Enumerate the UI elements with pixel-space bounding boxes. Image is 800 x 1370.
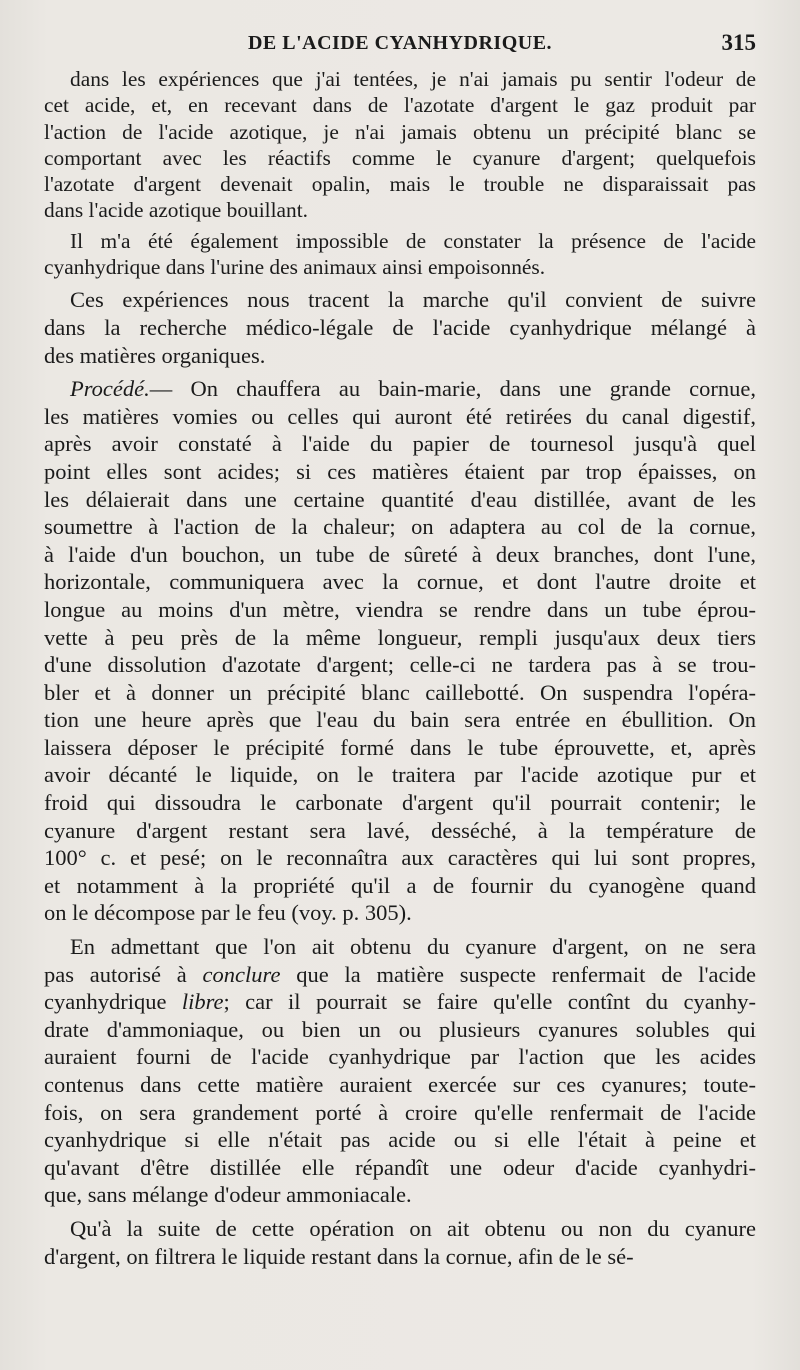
text-line: longue au moins d'un mètre, viendra se rendre dans un tube éprou- (44, 596, 756, 622)
italic-word: libre (181, 989, 224, 1015)
text-line: 100° c. et pesé; on le reconnaîtra aux caractères qui lui sont propres, (44, 845, 756, 871)
paragraph (44, 375, 756, 927)
text-line: bler et à donner un précipité blanc caillebotté. On suspendra l'opéra- (44, 679, 756, 705)
text-line: après avoir constaté à l'aide du papier de tournesol jusqu'à quel (44, 431, 756, 457)
text-line: Ces expériences nous tracent la marche qu'il convient de suivre (70, 287, 756, 313)
text-line: des matières organiques. (44, 342, 266, 368)
text-line: cyanhydrique dans l'urine des animaux ainsi empoisonnés. (44, 255, 546, 280)
text-line: dans les expériences que j'ai tentées, je n'ai jamais pu sentir l'odeur de (70, 67, 756, 91)
text-line: et notamment à la propriété qu'il a de fournir du cyanogène quand (44, 872, 756, 898)
paragraph (44, 933, 756, 1209)
text-line: auraient fourni de l'acide cyanhydrique par l'action que les acides (44, 1044, 756, 1070)
text-line: cet acide, et, en recevant dans de l'azotate d'argent le gaz produit par (44, 93, 756, 118)
text-line: avoir décanté le liquide, on le traitera par l'acide azotique pur et (44, 762, 756, 788)
text-line: comportant avec les réactifs comme le cyanure d'argent; quelquefois (44, 145, 756, 170)
text-line: drate d'ammoniaque, ou bien un ou plusieurs cyanures solubles qui (44, 1016, 756, 1042)
text-line: pas autorisé à conclure que la matière suspecte renfermait de l'acide (44, 961, 756, 987)
text-line: soumettre à l'action de la chaleur; on adaptera au col de la cornue, (44, 514, 756, 540)
text-line: cyanure d'argent restant sera lavé, desséché, à la température de (44, 817, 756, 843)
paragraph (44, 228, 756, 281)
running-head (44, 28, 756, 66)
text-line: dans l'acide azotique bouillant. (44, 198, 309, 223)
text-line: d'argent, on filtrera le liquide restant dans la cornue, afin de le sé- (44, 1243, 634, 1269)
text-line: point elles sont acides; si ces matières étaient par trop épaisses, on (44, 458, 756, 484)
text-line: l'azotate d'argent devenait opalin, mais le trouble ne disparaissait pas (44, 172, 756, 197)
text-line: d'une dissolution d'azotate d'argent; celle-ci ne tardera pas à se trou- (44, 652, 756, 678)
text-line: cyanhydrique libre; car il pourrait se faire qu'elle contînt du cyanhy- (44, 989, 756, 1015)
text-line: cyanhydrique si elle n'était pas acide ou si elle l'était à peine et (44, 1127, 756, 1153)
lead-word: Procédé. (70, 376, 150, 402)
text-line: contenus dans cette matière auraient exercée sur ces cyanures; toute- (44, 1072, 756, 1097)
text-line: vette à peu près de la même longueur, rempli jusqu'aux deux tiers (44, 624, 756, 650)
text-line: on le décompose par le feu (voy. p. 305). (44, 900, 412, 926)
text-line: Procédé.— On chauffera au bain-marie, dans une grande cornue, (70, 376, 756, 402)
text-line: l'action de l'acide azotique, je n'ai jamais obtenu un précipité blanc se (44, 119, 756, 144)
text-line: Il m'a été également impossible de constater la présence de l'acide (70, 228, 756, 253)
text-line: les délaierait dans une certaine quantité d'eau distillée, avant de les (44, 486, 756, 512)
text-line: que, sans mélange d'odeur ammoniacale. (44, 1182, 412, 1208)
text-line: froid qui dissoudra le carbonate d'argent qu'il pourrait contenir; le (44, 790, 756, 816)
text-line: à l'aide d'un bouchon, un tube de sûreté à deux branches, dont l'une, (44, 541, 756, 567)
text-line: qu'avant d'être distillée elle répandît une odeur d'acide cyanhydri- (44, 1154, 756, 1180)
running-title: DE L'ACIDE CYANHYDRIQUE. (247, 32, 553, 54)
text-line: fois, on sera grandement porté à croire qu'elle renfermait de l'acide (44, 1099, 756, 1125)
text-line: tion une heure après que l'eau du bain sera entrée en ébullition. On (44, 707, 756, 733)
paragraph (44, 1215, 756, 1270)
text-line: horizontale, communiquera avec la cornue, et dont l'autre droite et (44, 569, 756, 595)
italic-word: conclure (202, 961, 281, 987)
text-line: laissera déposer le précipité formé dans le tube éprouvette, et, après (44, 734, 756, 760)
body-text (44, 66, 756, 1270)
paragraph (44, 66, 756, 224)
text-line: les matières vomies ou celles qui auront été retirées du canal digestif, (44, 403, 756, 429)
text-line: dans la recherche médico-légale de l'acide cyanhydrique mélangé à (44, 314, 756, 340)
text-line: Qu'à la suite de cette opération on ait obtenu ou non du cyanure (70, 1215, 756, 1241)
paragraph (44, 286, 756, 369)
text-line: En admettant que l'on ait obtenu du cyanure d'argent, on ne sera (70, 934, 756, 960)
page-number: 315 (721, 30, 756, 55)
